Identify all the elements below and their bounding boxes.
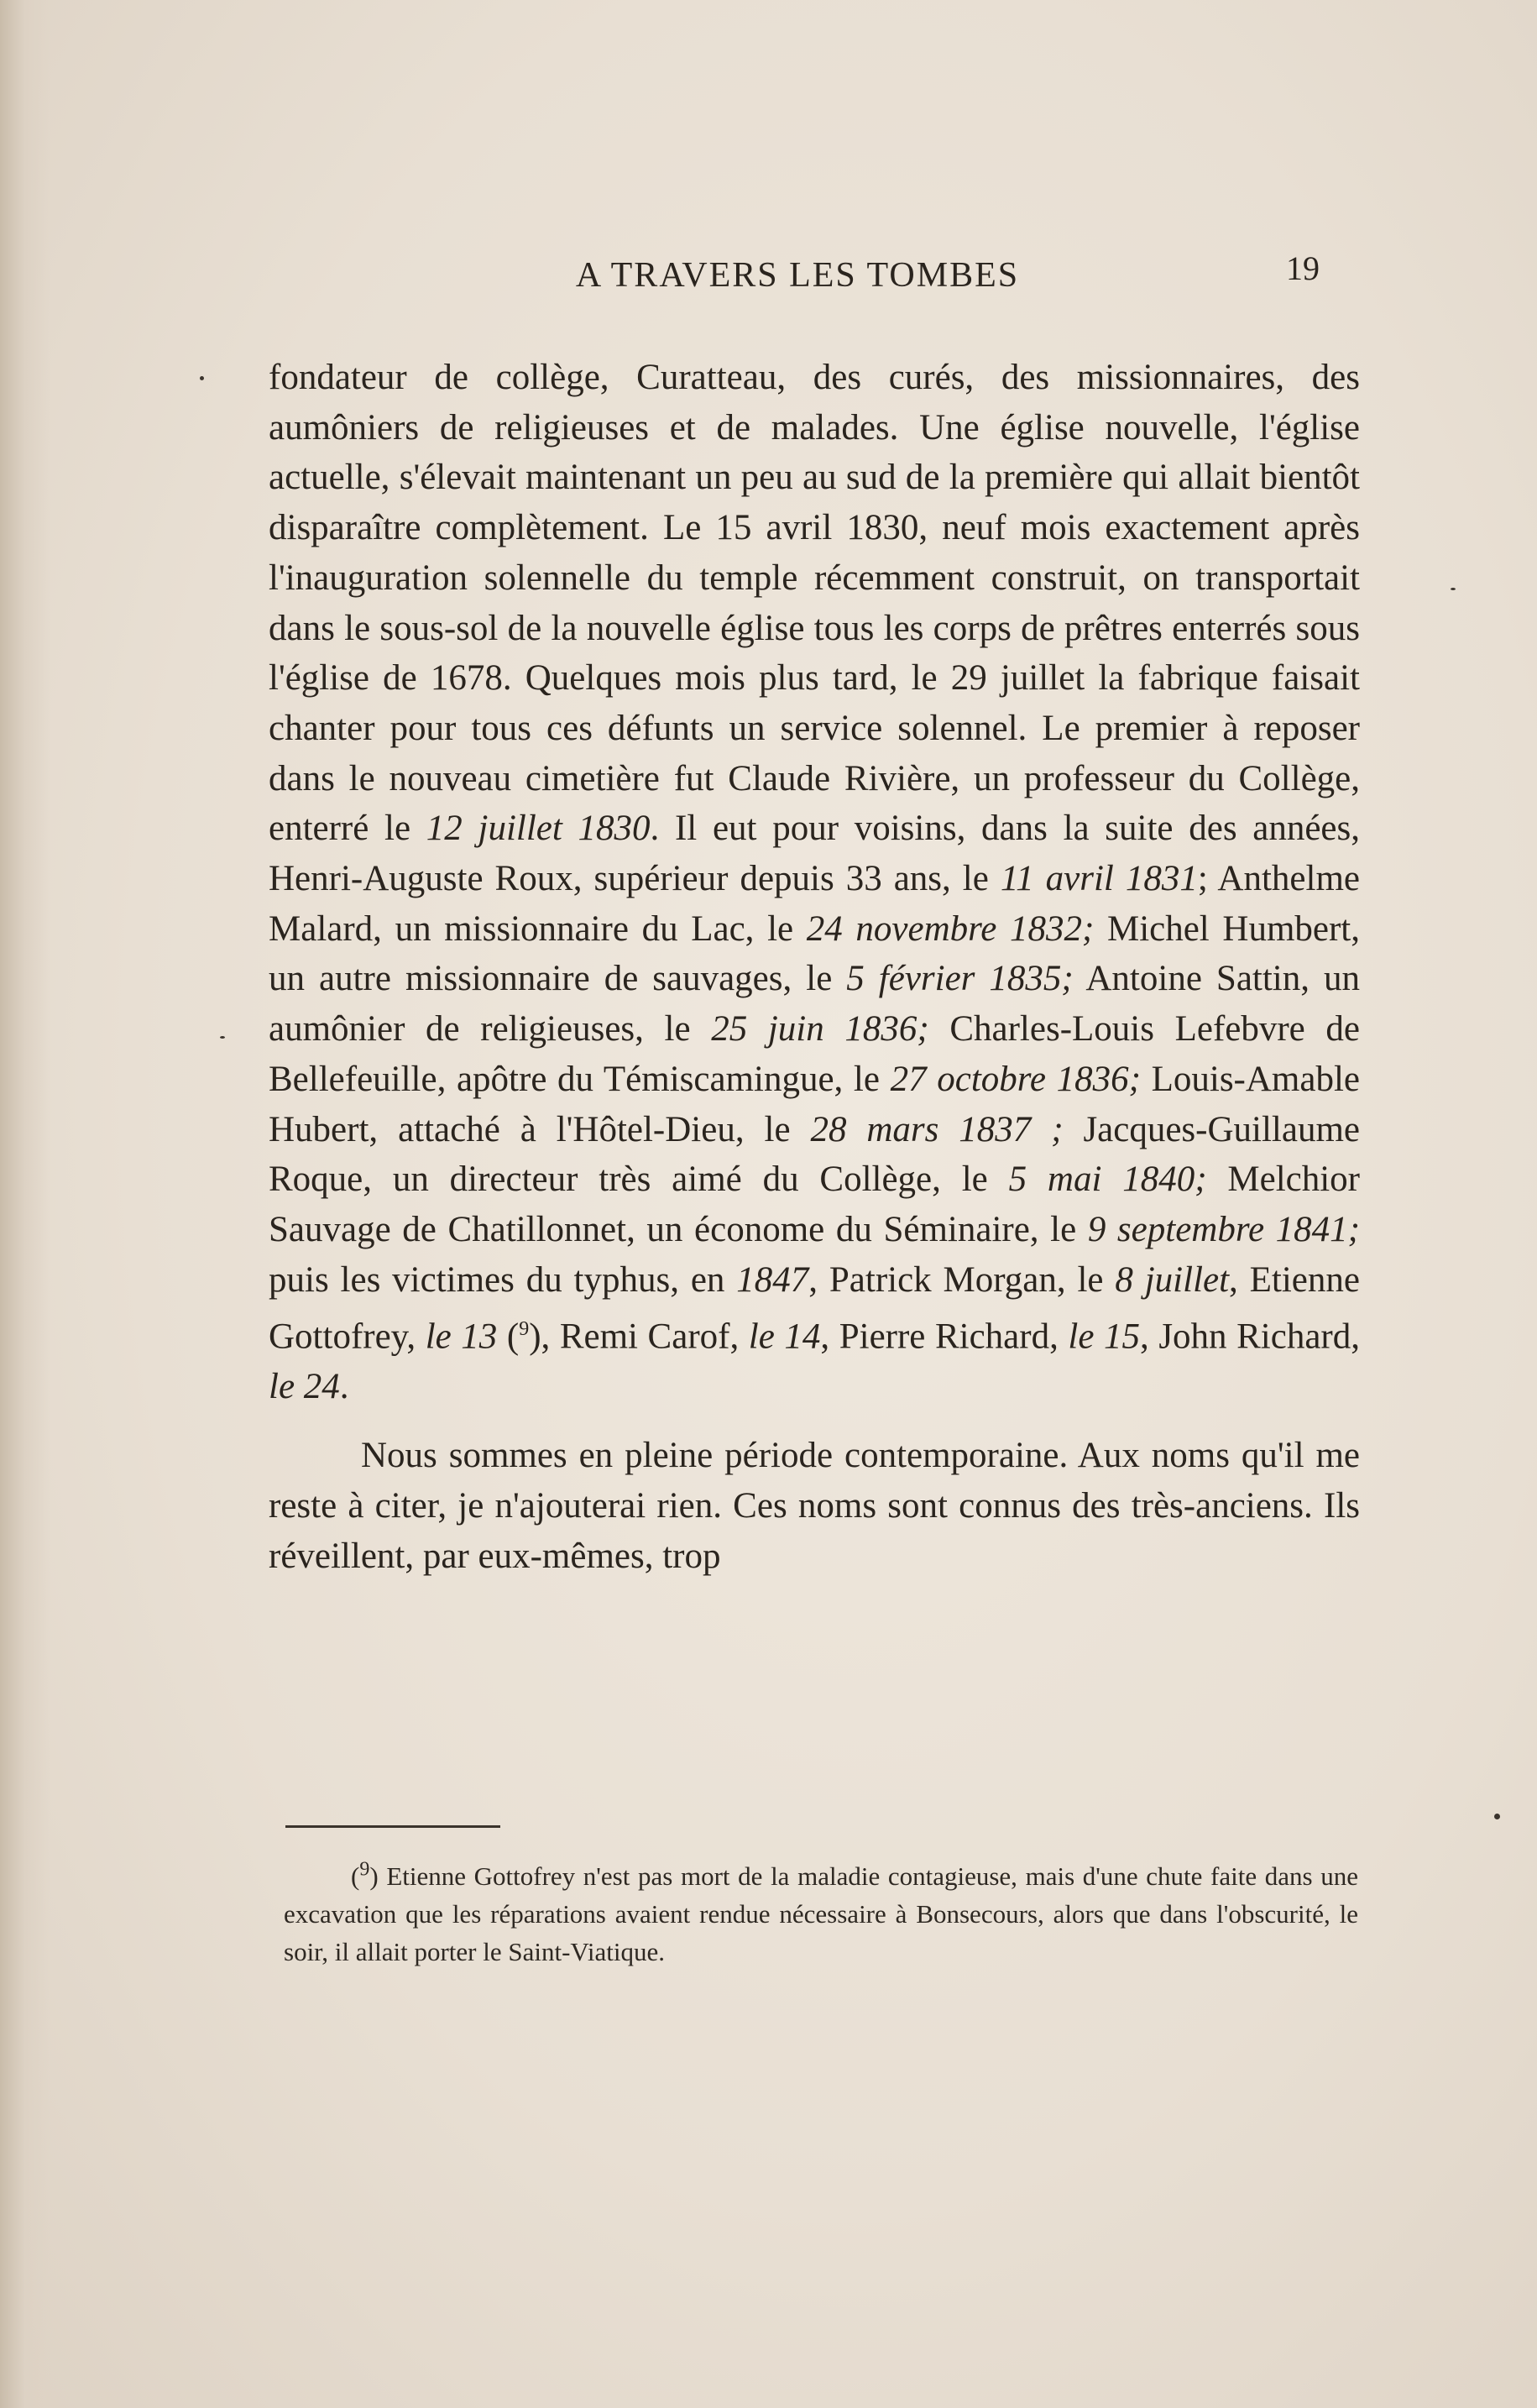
date: le 15	[1068, 1317, 1140, 1357]
date: le 13	[425, 1317, 498, 1357]
date: 11 avril 1831	[1000, 859, 1198, 899]
footnote-text: Etienne Gottofrey n'est pas mort de la maladie contagieuse, mais d'une chute faite dans une excavation que les réparations avaient rendue nécessaire à Bonsecours, alors que dans l'obscurité, le soir, il allait porter le Saint-Viatique.	[284, 1861, 1359, 1966]
text-run: Melchior Sauvage de Chatillonnet, un économe du Séminaire, le	[269, 1160, 1360, 1249]
text-run: ), Remi Carof,	[529, 1317, 749, 1357]
text-run: Jacques-Guillaume Roque, un directeur très aimé du Collège, le	[269, 1109, 1360, 1200]
text-run: Michel Humbert, un autre missionnaire de sauvages, le	[269, 908, 1360, 999]
date: 27 octobre 1836;	[890, 1059, 1141, 1099]
paper-speck	[220, 1036, 225, 1039]
date: 12 juillet 1830	[426, 809, 651, 849]
text-run: ; Anthelme Malard, un missionnaire du Lac, le	[269, 859, 1360, 949]
date: 5 mai 1840;	[1008, 1160, 1207, 1200]
text-run: Charles-Louis Lefebvre de Bellefeuille, apôtre du Témiscamingue, le	[269, 1009, 1360, 1099]
gutter-shadow	[0, 0, 50, 2408]
paper-speck	[1494, 1814, 1500, 1819]
text-run: Louis-Amable Hubert, attaché à l'Hôtel-Dieu, le	[269, 1059, 1360, 1149]
paragraph-1-text: fondateur de collège, Curatteau, des curés, des missionnaires, des aumôniers de religieuses et de malades. Une église nouvelle, l'église actuelle, s'élevait maintenant un peu au sud de la première qui allait bientôt disparaître complètement. Le 15 avril 1830, neuf mois exactement après l'inauguration solennelle du temple récemment construit, on transportait dans le sous-sol de la nouvelle église tous les corps de prêtres enterrés sous l'église de 1678. Quelques mois plus tard, le 29 juillet la fabrique faisait chanter pour tous ces défunts un service solennel. Le premier à reposer dans le nouveau cimetière fut Claude Rivière, un professeur du Collège, enterré le	[269, 358, 1360, 849]
text-run: (	[497, 1317, 520, 1357]
text-run: Antoine Sattin, un aumônier de religieuses, le	[269, 959, 1361, 1050]
text-run: , John Richard,	[1140, 1317, 1360, 1357]
text-run: .	[339, 1367, 349, 1407]
running-title: A TRAVERS LES TOMBES	[575, 256, 1020, 295]
date: 1847	[736, 1259, 809, 1300]
text-run: , Etienne Gottofrey,	[269, 1259, 1360, 1357]
text-run: , Patrick Morgan, le	[808, 1259, 1116, 1300]
page-number: 19	[1286, 249, 1320, 287]
date: 25 juin 1836;	[711, 1009, 929, 1050]
date: le 14	[748, 1317, 821, 1357]
date: le 24	[269, 1367, 340, 1407]
date: 8 juillet	[1115, 1259, 1230, 1300]
date: 24 novembre 1832;	[806, 908, 1095, 949]
footnote-rule	[285, 1825, 500, 1828]
paper-speck	[1451, 588, 1456, 590]
date: 28 mars 1837 ;	[810, 1109, 1064, 1149]
date: 9 septembre 1841;	[1087, 1209, 1360, 1249]
footnote: ($^9$) Etienne Gottofrey n'est pas mort de la maladie contagieuse, mais d'une chute faite dans une excavation que les réparations avaient rendue nécessaire à Bonsecours, alors que dans l'obscurité, le soir, il allait porter le Saint-Viatique.	[284, 1858, 1359, 1966]
date: 5 février 1835;	[846, 959, 1074, 999]
footnote-reference[interactable]: 9	[519, 1318, 530, 1341]
main-text	[269, 353, 1360, 1581]
text-run: , Pierre Richard,	[820, 1317, 1069, 1357]
footnote-marker: 9	[359, 1858, 370, 1881]
paper-speck	[200, 376, 204, 380]
paragraph-1	[269, 353, 1360, 1412]
paragraph-2: Nous sommes en pleine période contemporaine. Aux noms qu'il me reste à citer, je n'ajouterai rien. Ces noms sont connus des très-anciens. Ils réveillent, par eux-mêmes, trop	[269, 1436, 1360, 1576]
text-run: . Il eut pour voisins, dans la suite des années, Henri-Auguste Roux, supérieur depuis 33 ans, le	[269, 809, 1360, 899]
text-run: puis les victimes du typhus, en	[269, 1259, 737, 1300]
